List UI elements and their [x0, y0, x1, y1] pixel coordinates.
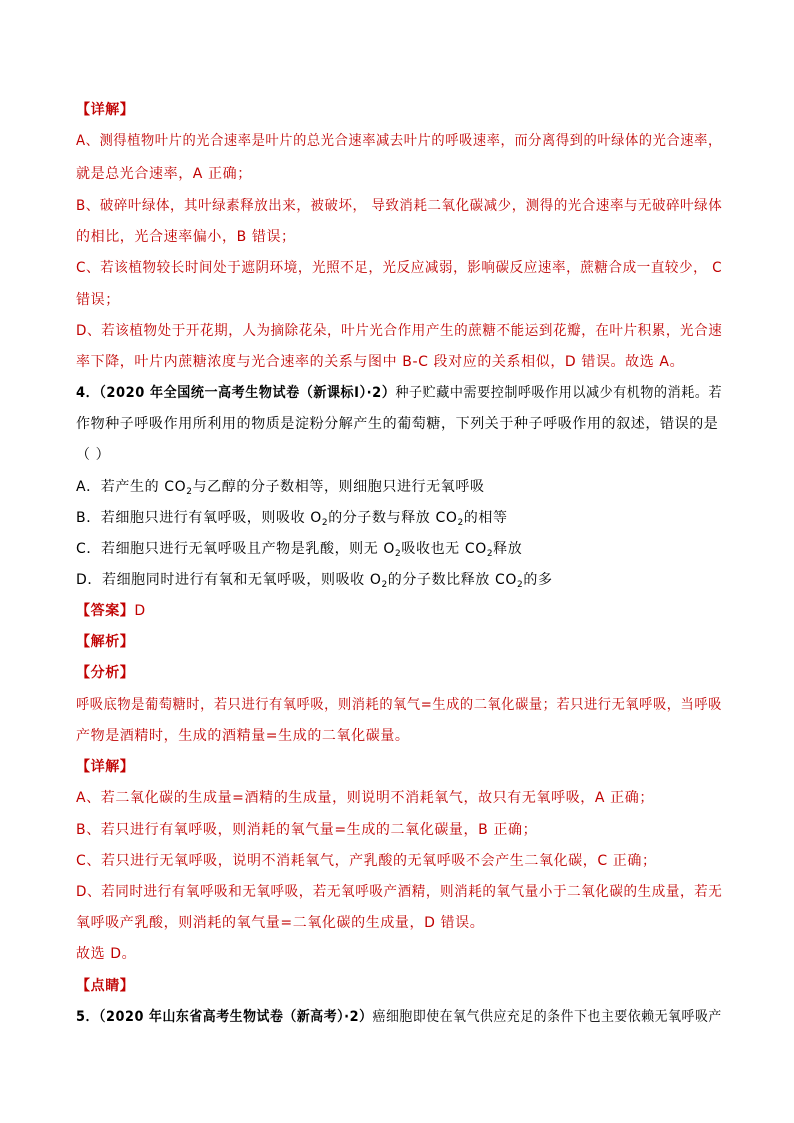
option-d-text-1: D．若细胞同时进行有氧和无氧呼吸，则吸收 O: [76, 572, 382, 588]
option-c-sub-2: 2: [486, 549, 494, 559]
option-c: [76, 539, 522, 559]
fenxi-line-1: 呼吸底物是葡萄糖时，若只进行有氧呼吸，则消耗的氧气=生成的二氧化碳量；若只进行无氧呼吸，当呼吸: [76, 697, 722, 713]
option-d-sub-1: 2: [381, 580, 388, 590]
option-a-text-1: A．若产生的 CO: [76, 479, 187, 495]
detail-line-6: 错误；: [76, 292, 120, 308]
fenxi-heading: 【分析】: [76, 665, 135, 681]
question-4-stem-line-1: [76, 383, 722, 403]
question-4-source: （2020 年全国统一高考生物试卷（新课标Ⅰ）·2）: [99, 385, 396, 401]
option-d: [76, 570, 553, 590]
option-b-text-1: B．若细胞只进行有氧呼吸，则吸收 O: [76, 510, 322, 526]
option-b-text-2: 的分子数与释放 CO: [328, 510, 458, 526]
option-b-text-3: 的相等: [463, 510, 508, 526]
analysis-heading: 【解析】: [76, 634, 135, 650]
question-5-source: （2020 年山东省高考生物试卷（新高考）·2）: [98, 1009, 373, 1025]
fenxi-line-2: 产物是酒精时，生成的酒精量=生成的二氧化碳量。: [76, 728, 410, 744]
question-4-stem-text: 种子贮藏中需要控制呼吸作用以减少有机物的消耗。若: [395, 385, 723, 401]
question-4-number: 4．: [76, 385, 100, 401]
detail2-line-5: 氧呼吸产乳酸，则消耗的氧气量=二氧化碳的生成量，D 错误。: [76, 915, 485, 931]
answer-value: D: [134, 603, 146, 619]
detail-line-4: 的相比，光合速率偏小，B 错误；: [76, 229, 296, 245]
detail2-line-3: C、若只进行无氧呼吸，说明不消耗氧气，产乳酸的无氧呼吸不会产生二氧化碳，C 正确；: [76, 853, 657, 869]
option-a-sub: 2: [186, 487, 193, 497]
detail-line-1: A、测得植物叶片的光合速率是叶片的总光合速率减去叶片的呼吸速率，而分离得到的叶绿体的光合速率，: [76, 133, 722, 149]
question-4-stem-line-2: 作物种子呼吸作用所利用的物质是淀粉分解产生的葡萄糖，下列关于种子呼吸作用的叙述，错误的是: [76, 416, 719, 432]
question-5-stem-text: 癌细胞即使在氧气供应充足的条件下也主要依赖无氧呼吸产: [372, 1009, 722, 1025]
option-a: [76, 477, 485, 497]
option-c-text-3: 释放: [493, 541, 523, 557]
option-d-text-2: 的分子数比释放 CO: [387, 572, 518, 588]
detail-line-3: B、破碎叶绿体，其叶绿素释放出来，被破坏， 导致消耗二氧化碳减少，测得的光合速率与无破碎叶绿体: [76, 198, 723, 214]
option-c-text-1: C．若细胞只进行无氧呼吸且产物是乳酸，则无 O: [76, 541, 396, 557]
detail-heading-2: 【详解】: [76, 759, 135, 775]
question-4-blank: （ ）: [76, 447, 111, 463]
detail2-line-4: D、若同时进行有氧呼吸和无氧呼吸，若无氧呼吸产酒精，则消耗的氧气量小于二氧化碳的生成量，若无: [76, 884, 723, 900]
detail2-line-6: 故选 D。: [76, 946, 137, 962]
detail-line-7: D、若该植物处于开花期，人为摘除花朵，叶片光合作用产生的蔗糖不能运到花瓣，在叶片积累，光合速: [76, 323, 723, 339]
option-c-sub-1: 2: [395, 549, 402, 559]
answer-line: [76, 601, 146, 621]
detail2-line-1: A、若二氧化碳的生成量=酒精的生成量，则说明不消耗氧气，故只有无氧呼吸，A 正确；: [76, 790, 654, 806]
option-b-sub-2: 2: [457, 518, 464, 528]
detail-heading: 【详解】: [76, 102, 135, 118]
option-a-text-2: 与乙醇的分子数相等，则细胞只进行无氧呼吸: [192, 479, 485, 495]
option-b-sub-1: 2: [321, 518, 329, 528]
dianjing-heading: 【点睛】: [76, 978, 135, 994]
option-d-sub-2: 2: [517, 580, 524, 590]
question-5-stem-line-1: [76, 1007, 722, 1027]
detail-line-8: 率下降，叶片内蔗糖浓度与光合速率的关系与图中 B-C 段对应的关系相似，D 错误。故选 A。: [76, 354, 685, 370]
option-d-text-3: 的多: [523, 572, 553, 588]
detail2-line-2: B、若只进行有氧呼吸，则消耗的氧气量=生成的二氧化碳量，B 正确；: [76, 822, 538, 838]
option-c-text-2: 吸收也无 CO: [401, 541, 487, 557]
question-5-number: 5．: [76, 1009, 99, 1025]
option-b: [76, 508, 508, 528]
answer-label: 【答案】: [76, 603, 135, 619]
detail-line-5: C、若该植物较长时间处于遮阴环境，光照不足，光反应减弱，影响碳反应速率，蔗糖合成一直较少， C: [76, 260, 723, 276]
detail-line-2: 就是总光合速率，A 正确；: [76, 166, 252, 182]
